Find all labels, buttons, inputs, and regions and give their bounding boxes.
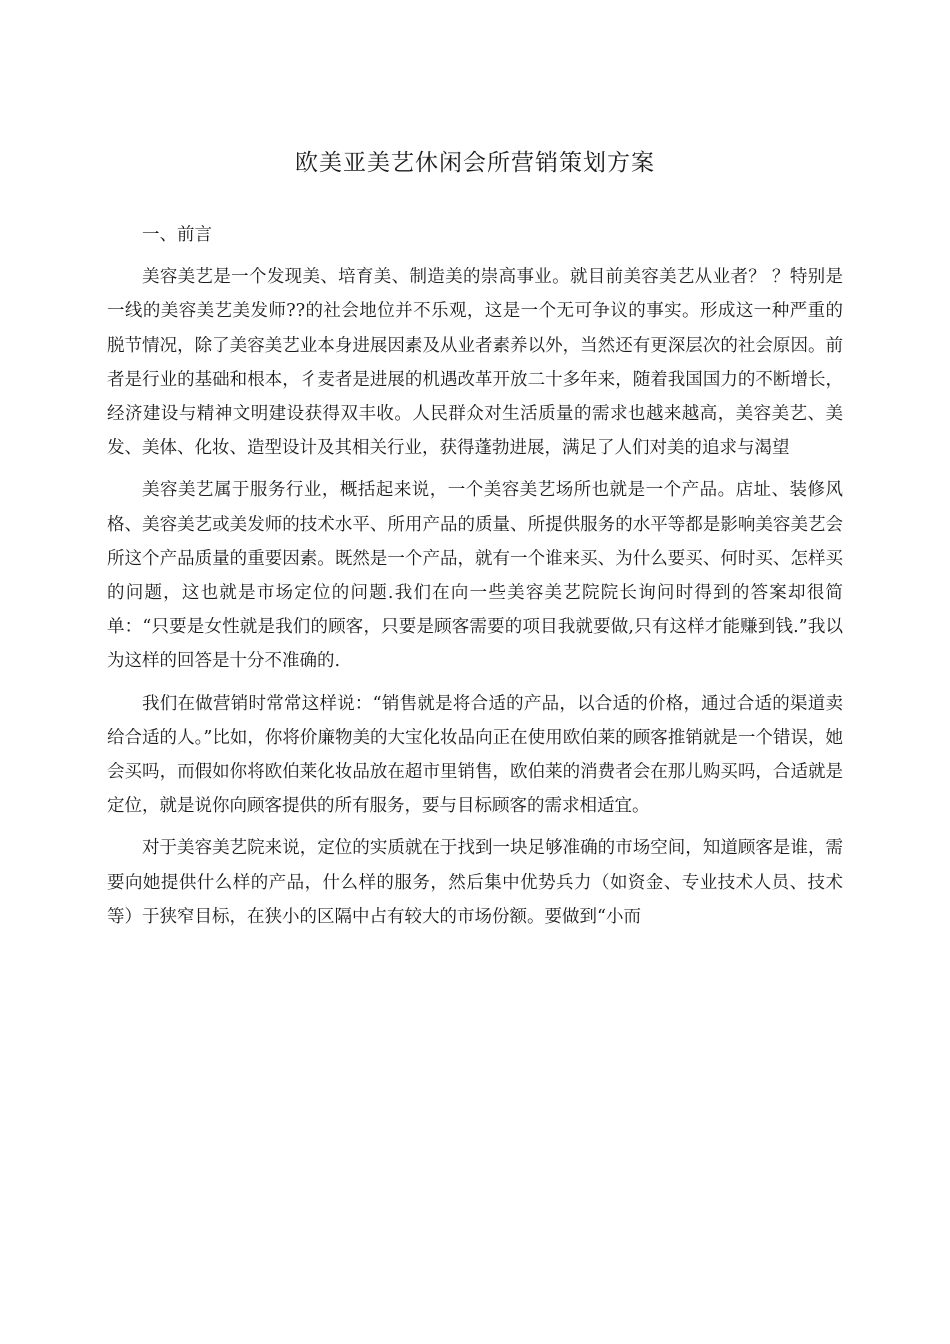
paragraph: 我们在做营销时常常这样说：“销售就是将合适的产品，以合适的价格，通过合适的渠道卖给合适的人。”比如，你将价廉物美的大宝化妆品向正在使用欧伯莱的顾客推销就是一个错误，她会买吗，而假如你将欧伯莱化妆品放在超市里销售，欧伯莱的消费者会在那儿购买吗，合适就是定位，就是说你向顾客提供的所有服务，要与目标顾客的需求相适宜。 xyxy=(107,693,843,817)
document-title: 欧美亚美艺休闲会所营销策划方案 xyxy=(295,150,655,176)
section-heading: 一、前言 xyxy=(142,225,212,245)
paragraph: 美容美艺属于服务行业，概括起来说，一个美容美艺场所也就是一个产品。店址、装修风格、美容美艺或美发师的技术水平、所用产品的质量、所提供服务的水平等都是影响美容美艺会所这个产品质量的重要因素。既然是一个产品，就有一个谁来买、为什么要买、何时买、怎样买的问题，这也就是市场定位的问题.我们在向一些美容美艺院院长询问时得到的答案却很简单：“只要是女性就是我们的顾客，只要是顾客需要的项目我就要做,只有这样才能赚到钱.”我以为这样的回答是十分不准确的. xyxy=(107,480,843,672)
document-body xyxy=(107,218,843,942)
paragraph: 美容美艺是一个发现美、培育美、制造美的崇高事业。就目前美容美艺从业者？ ？特别是一线的美容美艺美发师??的社会地位并不乐观，这是一个无可争议的事实。形成这一种严重的脱节情况，除了美容美艺业本身进展因素及从业者素养以外，当然还有更深层次的社会原因。前者是行业的基础和根本，彳麦者是进展的机遇改革开放二十多年来，随着我国国力的不断增长，经济建设与精神文明建设获得双丰收。人民群众对生活质量的需求也越来越高，美容美艺、美发、美体、化妆、造型设计及其相关行业，获得蓬勃进展，满足了人们对美的追求与渴望 xyxy=(107,267,843,459)
paragraph: 对于美容美艺院来说，定位的实质就在于找到一块足够准确的市场空间，知道顾客是谁，需要向她提供什么样的产品，什么样的服务，然后集中优势兵力（如资金、专业技术人员、技术等）于狭窄目标，在狭小的区隔中占有较大的市场份额。要做到“小而 xyxy=(107,838,843,927)
